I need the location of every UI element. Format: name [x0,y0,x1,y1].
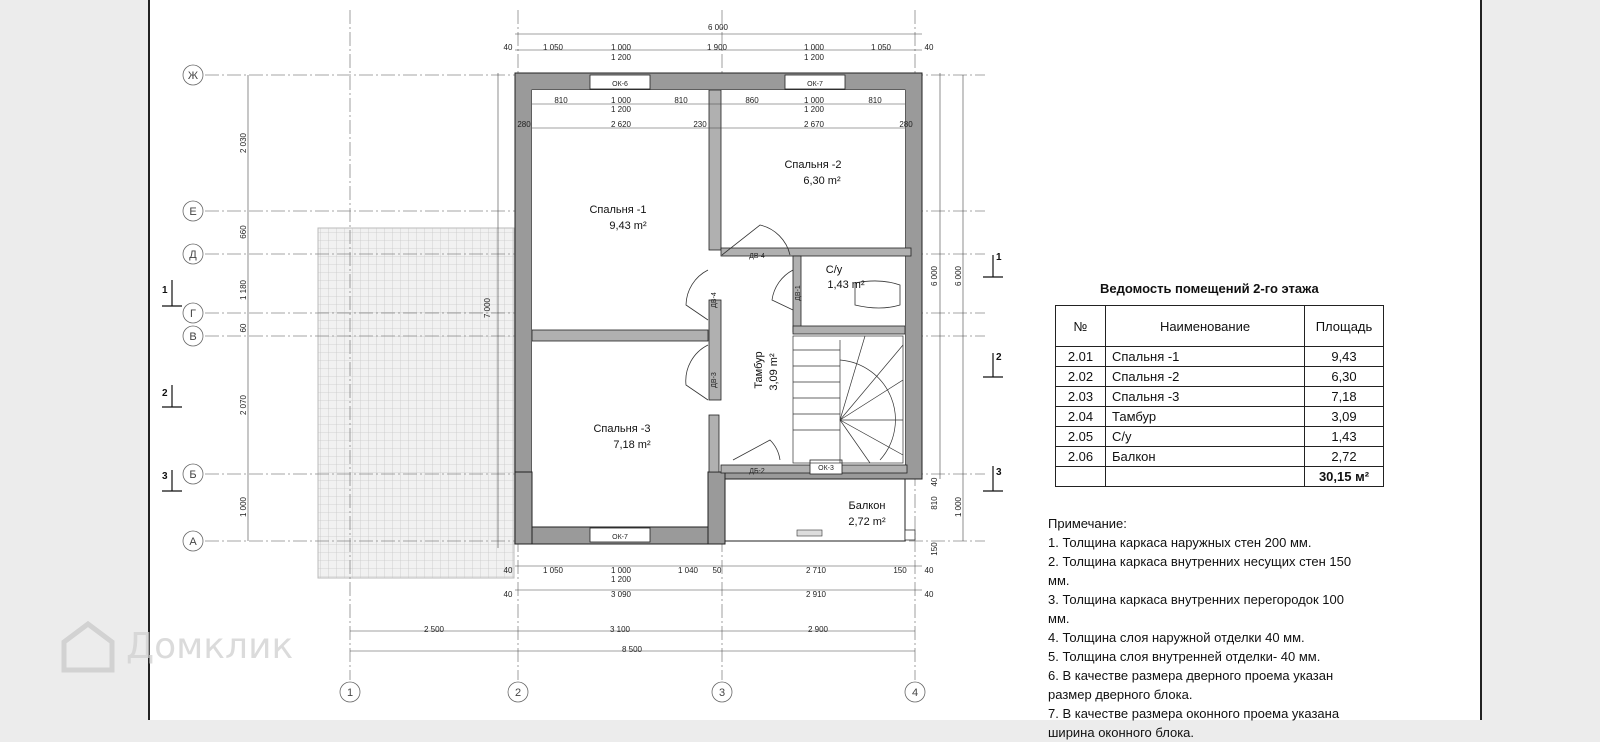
table-title: Ведомость помещений 2-го этажа [1100,281,1319,296]
cell-num: 2.03 [1056,387,1106,407]
door-label-db2: ДБ-2 [749,468,765,475]
section-mark-3-left: 3 [162,471,168,482]
room-area-bed3: 7,18 m² [613,439,651,451]
dim-inner-5: 1 000 [803,96,825,105]
section-mark-1-left: 1 [162,285,168,296]
col-header-area: Площадь [1305,306,1384,347]
dim-top-3: 1 000 [610,43,632,52]
room-name-bed1: Спальня -1 [589,204,647,216]
cell-empty [1056,467,1106,487]
room-name-balcony: Балкон [848,500,886,512]
dim-right-total2: 6 000 [954,265,963,287]
cell-empty [1106,467,1305,487]
axis-row-v: В [189,331,197,343]
dim-bot-5: 50 [712,566,722,575]
cell-name: Спальня -2 [1106,367,1305,387]
section-mark-2-left: 2 [162,388,168,399]
dim-bot-1: 40 [503,566,513,575]
cell-area: 6,30 [1305,367,1384,387]
col-header-num: № [1056,306,1106,347]
dim-left-total: 7 000 [483,297,492,319]
cell-name: С/у [1106,427,1305,447]
room-name-bed3: Спальня -3 [593,423,651,435]
note-item: 7. В качестве размера оконного проема указана ширина оконного блока. [1048,706,1340,740]
cell-name: Спальня -3 [1106,387,1305,407]
cell-num: 2.05 [1056,427,1106,447]
table-total-row [1056,467,1384,487]
dim-bot-2: 1 050 [542,566,564,575]
dim-top-7: 40 [924,43,934,52]
window-label-ok7-bottom: ОК-7 [612,534,628,541]
room-name-wc: С/у [825,264,843,276]
watermark: Домклик [126,626,294,667]
dim-inner2-2: 2 620 [610,120,632,129]
dim-left-3: 1 180 [239,279,248,301]
dim-inner-4: 860 [745,96,759,105]
door-label-dv4-left: ДВ-4 [711,292,718,308]
window-label-ok7-top: ОК-7 [807,81,823,88]
room-name-vestibule: Тамбур [753,351,765,389]
axis-row-zh: Ж [187,70,199,82]
rooms-table [1055,305,1384,487]
table-row [1056,387,1384,407]
section-mark-1-right: 1 [996,252,1002,263]
col-header-name: Наименование [1106,306,1305,347]
note-item: 2. Толщина каркаса внутренних несущих стен 150 мм. [1048,554,1352,588]
dim-right-total: 6 000 [930,265,939,287]
window-label-ok6: ОК-6 [612,81,628,88]
dim-top-1: 40 [503,43,513,52]
table-row [1056,447,1384,467]
cell-area: 7,18 [1305,387,1384,407]
room-area-wc: 1,43 m² [827,279,865,291]
cell-area: 2,72 [1305,447,1384,467]
cell-total: 30,15 м² [1305,467,1384,487]
cell-num: 2.04 [1056,407,1106,427]
dim-bot2-1: 40 [503,590,513,599]
axis-row-b: Б [189,469,197,481]
room-area-balcony: 2,72 m² [848,516,886,528]
dim-top-4: 1 900 [706,43,728,52]
notes-title: Примечание: [1048,516,1127,531]
dim-axis-3: 2 900 [807,625,829,634]
axis-col-2: 2 [514,687,522,699]
note-item: 3. Толщина каркаса внутренних перегородок 100 мм. [1048,592,1344,626]
axis-row-g: Г [190,308,196,320]
cell-area: 3,09 [1305,407,1384,427]
dim-inner2-5: 280 [899,120,913,129]
axis-row-d: Д [189,249,197,261]
roof-hatch [318,228,514,578]
dim-inner2-1: 280 [517,120,531,129]
dim-left-6: 1 000 [239,496,248,518]
note-item: 4. Толщина слоя наружной отделки 40 мм. [1048,630,1305,645]
dim-inner-6: 810 [868,96,882,105]
dim-top-total: 6 000 [707,23,729,32]
dim-right-1: 1 000 [954,496,963,518]
cell-num: 2.01 [1056,347,1106,367]
dim-axis-2: 3 100 [609,625,631,634]
dim-inner-1b: 1 200 [610,105,632,114]
axis-row-e: Е [189,206,197,218]
dim-inner-2: 1 000 [610,96,632,105]
dim-inner2-4: 2 670 [803,120,825,129]
dim-top-5: 1 000 [803,43,825,52]
room-area-vestibule: 3,09 m² [768,353,780,391]
note-item: 6. В качестве размера дверного проема указан размер дверного блока. [1048,668,1334,702]
room-area-bed2: 6,30 m² [803,175,841,187]
cell-area: 9,43 [1305,347,1384,367]
section-mark-3-right: 3 [996,467,1002,478]
table-row [1056,407,1384,427]
dim-axis-1: 2 500 [423,625,445,634]
notes [1048,514,1368,742]
window-label-ok3: ОК-3 [818,465,834,472]
dim-bot2-3: 2 910 [805,590,827,599]
dim-top-6: 1 050 [870,43,892,52]
dim-left-1: 2 030 [239,132,248,154]
note-item: 1. Толщина каркаса наружных стен 200 мм. [1048,535,1312,550]
cell-name: Тамбур [1106,407,1305,427]
dim-bot-8: 40 [924,566,934,575]
table-header-row [1056,306,1384,347]
dim-bot2-2: 3 090 [610,590,632,599]
dim-bot2-4: 40 [924,590,934,599]
cell-name: Балкон [1106,447,1305,467]
dim-right-4: 150 [930,542,939,556]
dim-axis-total: 8 500 [621,645,643,654]
dim-bot-6: 2 710 [805,566,827,575]
dim-right-3: 40 [930,477,939,487]
dim-right-2: 810 [930,496,939,510]
dim-inner-1: 810 [554,96,568,105]
axis-col-4: 4 [911,687,919,699]
axis-row-a: А [189,536,197,548]
door-label-dv1: ДВ-1 [795,285,802,301]
cell-name: Спальня -1 [1106,347,1305,367]
room-name-bed2: Спальня -2 [784,159,842,171]
cell-num: 2.02 [1056,367,1106,387]
door-label-dv3: ДВ-3 [711,372,718,388]
table-row [1056,367,1384,387]
dim-left-5: 2 070 [239,394,248,416]
dim-bot-7: 150 [893,566,907,575]
dim-bot-1b: 1 200 [610,575,632,584]
dim-left-4: 60 [239,323,248,333]
axis-col-1: 1 [346,687,354,699]
cell-num: 2.06 [1056,447,1106,467]
dim-top-2: 1 050 [542,43,564,52]
dim-top-2b: 1 200 [803,53,825,62]
dim-inner-3: 810 [674,96,688,105]
note-item: 5. Толщина слоя внутренней отделки- 40 мм. [1048,649,1321,664]
dim-left-2: 660 [239,225,248,239]
axis-col-3: 3 [718,687,726,699]
cell-area: 1,43 [1305,427,1384,447]
dim-bot-4: 1 040 [677,566,699,575]
table-row [1056,347,1384,367]
table-row [1056,427,1384,447]
dim-top-1b: 1 200 [610,53,632,62]
door-label-dv4-top: ДВ-4 [749,253,765,260]
dim-bot-3: 1 000 [610,566,632,575]
room-area-bed1: 9,43 m² [609,220,647,232]
house-icon [58,620,118,672]
section-mark-2-right: 2 [996,352,1002,363]
dim-inner2-3: 230 [693,120,707,129]
dim-inner-2b: 1 200 [803,105,825,114]
